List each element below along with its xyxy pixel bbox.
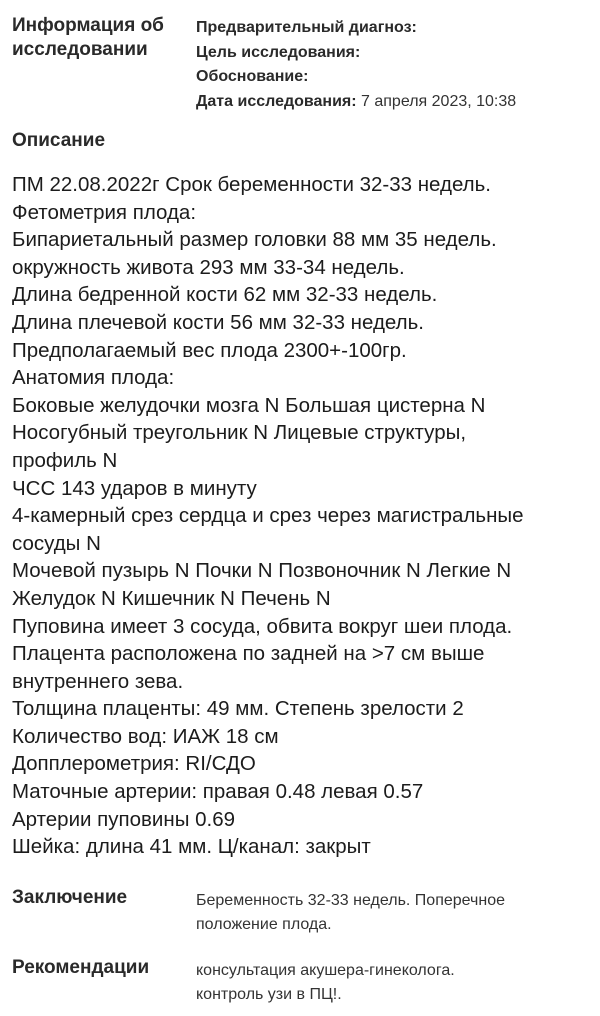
conclusion-text	[196, 889, 576, 937]
conclusion-line: положение плода.	[196, 916, 332, 933]
conclusion-section	[12, 887, 592, 939]
recommendations-text	[196, 959, 576, 1007]
description-line: Артерии пуповины 0.69	[12, 807, 236, 831]
study-info-fields	[196, 16, 596, 114]
description-line: 4-камерный срез сердца и срез через магистральные	[12, 504, 524, 528]
description-line: Длина плечевой кости 56 мм 32-33 недель.	[12, 310, 424, 334]
recommendations-label: Рекомендации	[12, 957, 150, 978]
description-line: Бипариетальный размер головки 88 мм 35 недель.	[12, 228, 497, 252]
conclusion-label: Заключение	[12, 887, 128, 908]
study-info-title	[12, 14, 197, 62]
description-line: Маточные артерии: правая 0.48 левая 0.57	[12, 780, 424, 804]
justification-row	[196, 65, 596, 90]
description-line: Толщина плаценты: 49 мм. Степень зрелости 2	[12, 697, 464, 721]
description-heading: Описание	[12, 130, 106, 151]
description-line: ЧСС 143 ударов в минуту	[12, 476, 257, 500]
description-line: Количество вод: ИАЖ 18 см	[12, 724, 279, 748]
description-line: Желудок N Кишечник N Печень N	[12, 586, 331, 610]
description-line: Боковые желудочки мозга N Большая цистерна N	[12, 393, 486, 417]
study-date-value: 7 апреля 2023, 10:38	[356, 92, 517, 110]
recommendations-line: консультация акушера-гинеколога.	[196, 962, 455, 979]
study-info-title-line: исследовании	[12, 39, 148, 60]
preliminary-diagnosis-label: Предварительный диагноз:	[196, 19, 417, 36]
study-purpose-row	[196, 41, 596, 66]
description-line: Анатомия плода:	[12, 366, 175, 390]
description-line: ПМ 22.08.2022г Срок беременности 32-33 недель.	[12, 173, 492, 196]
study-purpose-label: Цель исследования:	[196, 43, 361, 61]
study-date-label: Дата исследования:	[196, 92, 357, 110]
recommendations-section	[12, 957, 592, 1009]
description-line: Предполагаемый вес плода 2300+-100гр.	[12, 338, 407, 362]
description-line: Допплерометрия: RI/СДО	[12, 752, 256, 776]
description-line: Плацента расположена по задней на >7 см выше	[12, 642, 485, 666]
preliminary-diagnosis-row	[196, 16, 596, 41]
description-line: Шейка: длина 41 мм. Ц/канал: закрыт	[12, 835, 371, 859]
description-line: Мочевой пузырь N Почки N Позвоночник N Легкие N	[12, 559, 512, 583]
description-line: Пуповина имеет 3 сосуда, обвита вокруг шеи плода.	[12, 614, 513, 638]
description-line: сосуды N	[12, 531, 101, 555]
description-line: Носогубный треугольник N Лицевые структуры,	[12, 421, 467, 445]
study-info-title-line: Информация об	[12, 15, 164, 36]
description-line: внутреннего зева.	[12, 669, 184, 693]
recommendations-line: контроль узи в ПЦ!.	[196, 986, 342, 1003]
description-line: окружность живота 293 мм 33-34 недель.	[12, 255, 405, 279]
description-line: профиль N	[12, 448, 118, 472]
justification-label: Обоснование:	[196, 68, 309, 85]
description-body	[12, 171, 592, 861]
conclusion-line: Беременность 32-33 недель. Поперечное	[196, 892, 505, 909]
study-date-row	[196, 90, 596, 115]
description-line: Фетометрия плода:	[12, 200, 197, 224]
description-line: Длина бедренной кости 62 мм 32-33 недель.	[12, 283, 438, 307]
